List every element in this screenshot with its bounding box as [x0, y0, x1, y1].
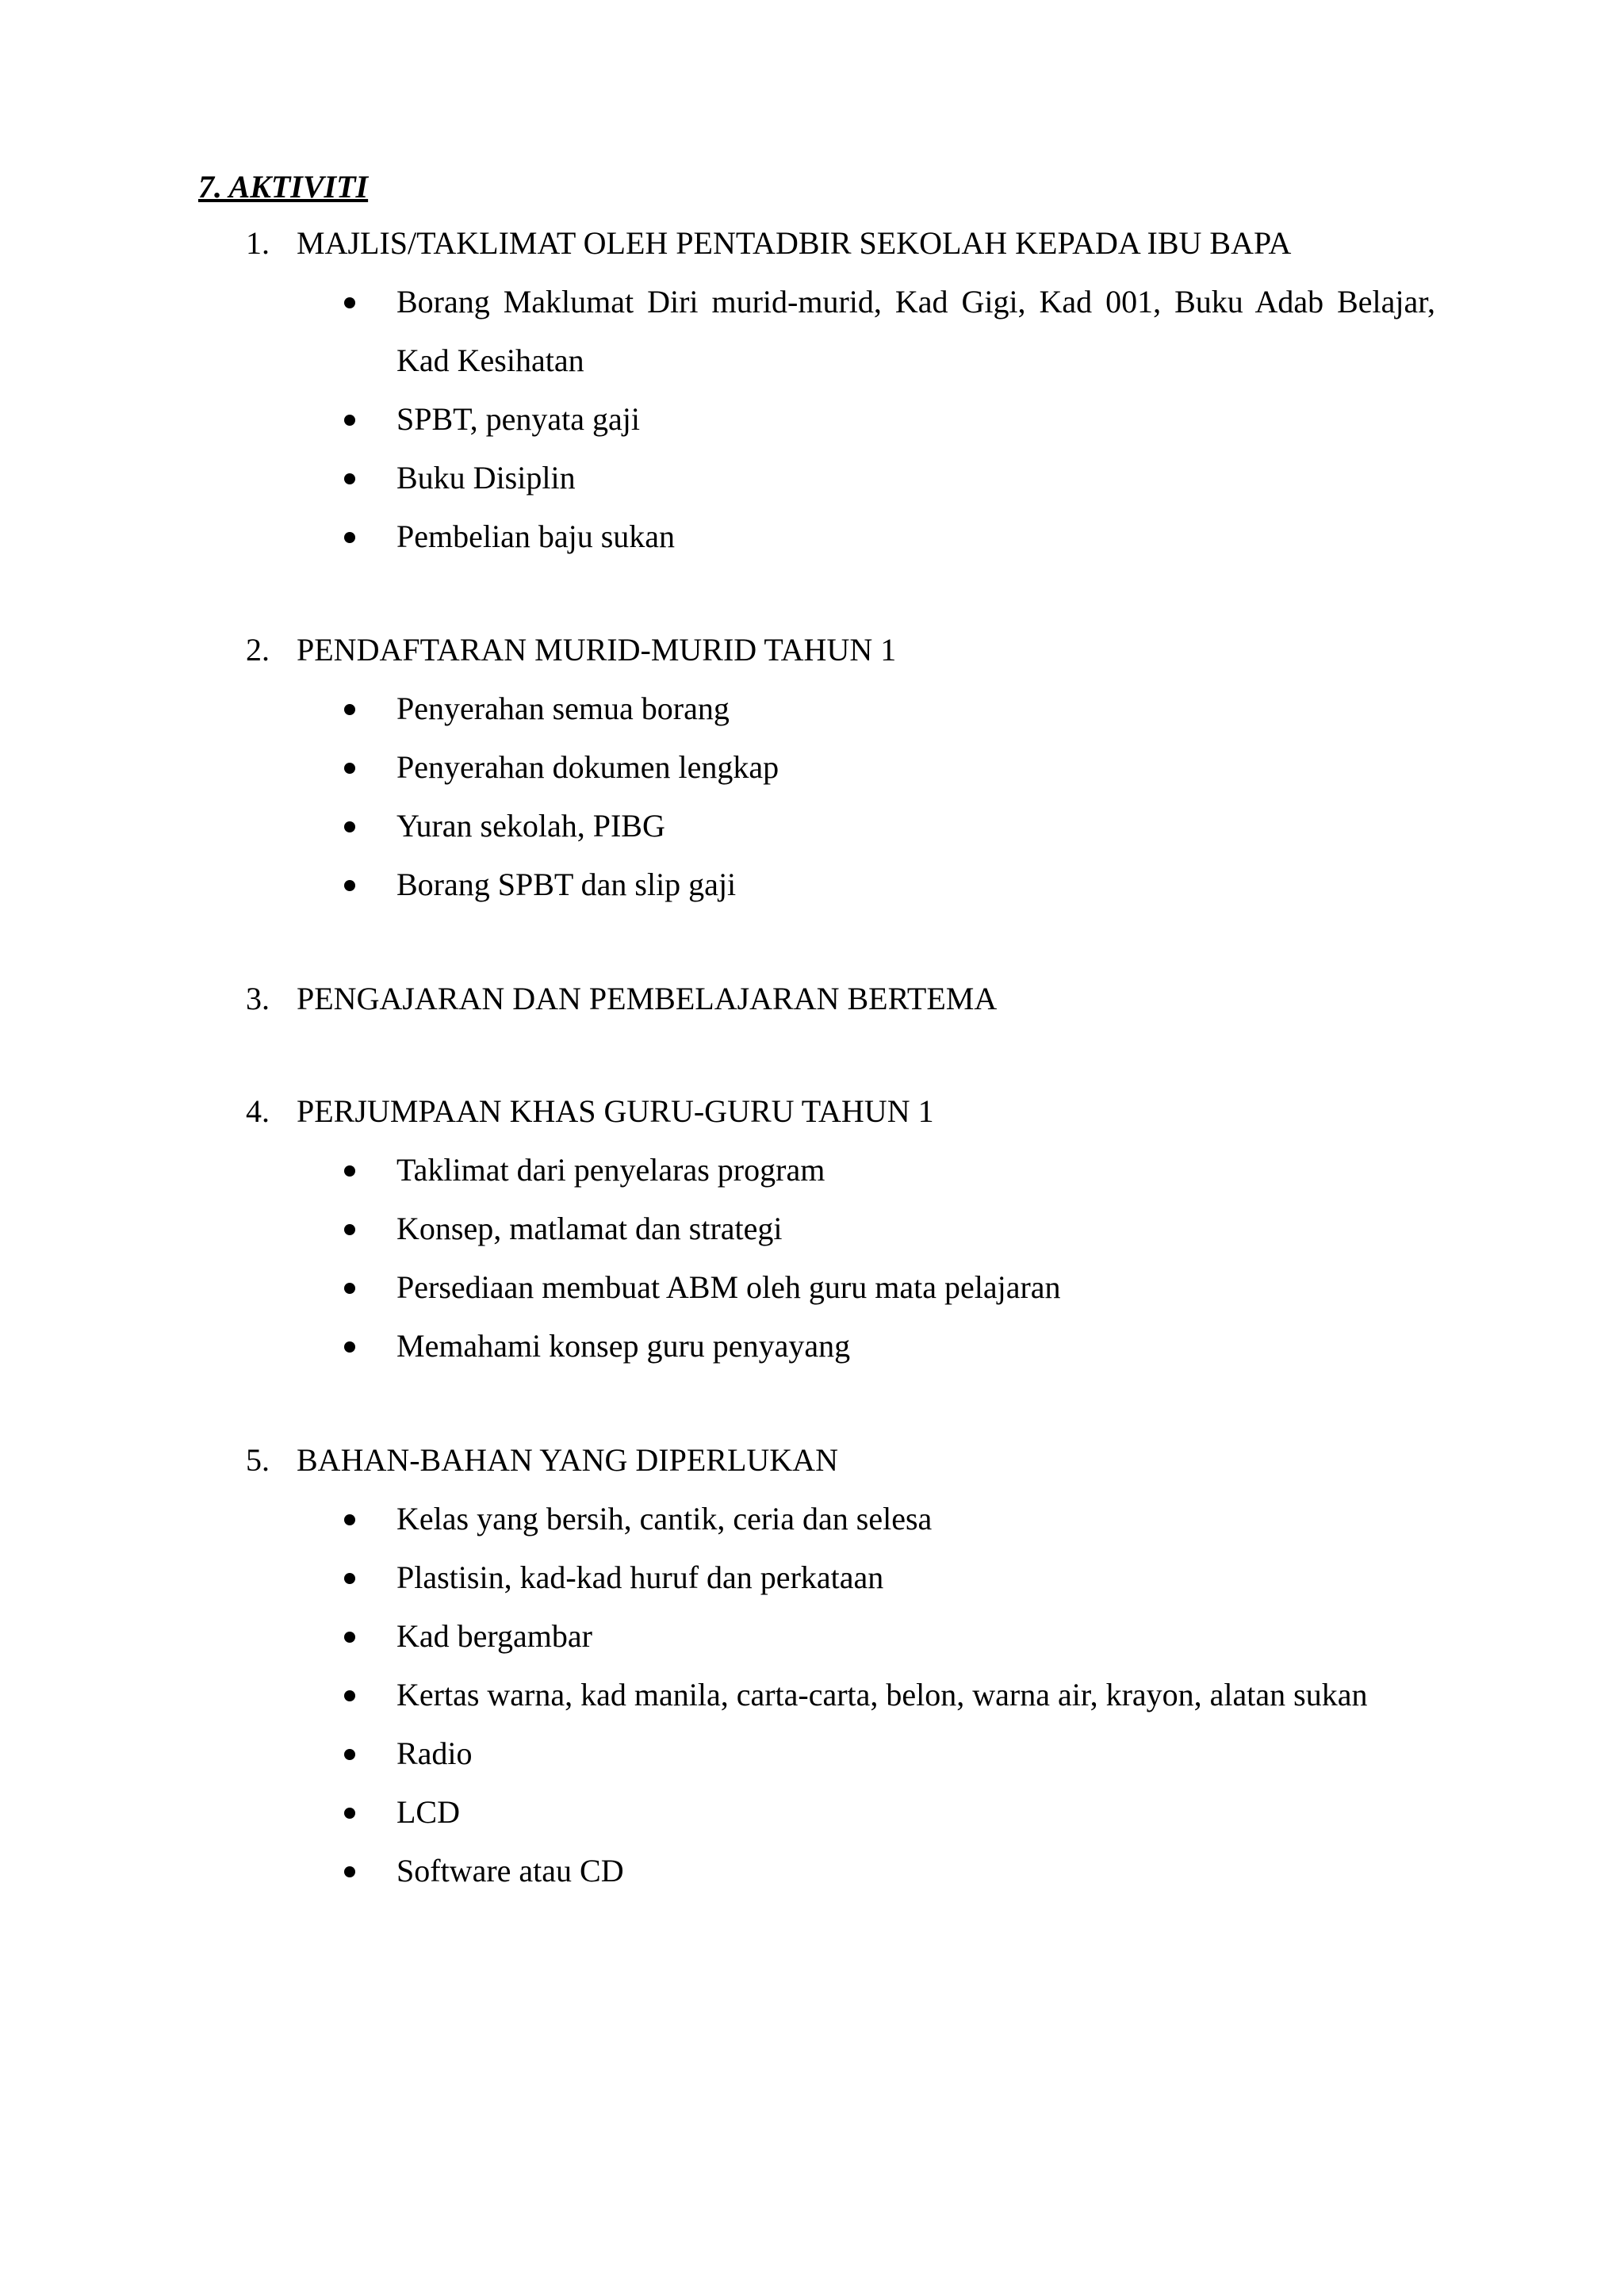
item-heading-text: PENDAFTARAN MURID-MURID TAHUN 1	[297, 632, 897, 668]
bullet-text: Penyerahan dokumen lengkap	[396, 749, 779, 785]
item-number: 2.	[246, 632, 270, 668]
bullet-dot-icon	[344, 1690, 355, 1701]
item-number: 4.	[246, 1093, 270, 1129]
bullet-dot-icon	[344, 763, 355, 774]
bullet-dot-icon	[344, 297, 355, 308]
bullet-dot-icon	[344, 532, 355, 543]
bullet-text: Kertas warna, kad manila, carta-carta, belon, warna air, krayon, alatan sukan	[396, 1677, 1368, 1712]
bullet-dot-icon	[344, 1514, 355, 1525]
bullet-text: Kelas yang bersih, cantik, ceria dan selesa	[396, 1501, 933, 1536]
bullet-text: LCD	[396, 1794, 460, 1830]
bullet-text: Software atau CD	[396, 1853, 624, 1888]
bullet-text: Plastisin, kad-kad huruf dan perkataan	[396, 1559, 884, 1595]
bullet-dot-icon	[344, 1808, 355, 1819]
bullet-dot-icon	[344, 1165, 355, 1177]
bullet-dot-icon	[344, 1224, 355, 1235]
bullet-dot-icon	[344, 415, 355, 426]
bullet-text: Taklimat dari penyelaras program	[396, 1152, 825, 1188]
bullet-text: Borang SPBT dan slip gaji	[396, 867, 737, 902]
bullet-text: SPBT, penyata gaji	[396, 401, 640, 437]
item-heading-text: BAHAN-BAHAN YANG DIPERLUKAN	[297, 1442, 838, 1478]
item-number: 5.	[246, 1442, 270, 1478]
bullet-dot-icon	[344, 473, 355, 484]
bullet-dot-icon	[344, 1573, 355, 1584]
item-heading-text: PERJUMPAAN KHAS GURU-GURU TAHUN 1	[297, 1093, 934, 1129]
item-number: 3.	[246, 981, 270, 1016]
bullet-dot-icon	[344, 704, 355, 715]
bullet-text: Memahami konsep guru penyayang	[396, 1328, 851, 1364]
bullet-text: Kad bergambar	[396, 1618, 592, 1654]
bullet-dot-icon	[344, 1866, 355, 1877]
bullet-text: Pembelian baju sukan	[396, 519, 676, 554]
item-heading-text: PENGAJARAN DAN PEMBELAJARAN BERTEMA	[297, 981, 998, 1016]
bullet-dot-icon	[344, 1341, 355, 1353]
bullet-text: Yuran sekolah, PIBG	[396, 808, 665, 844]
bullet-dot-icon	[344, 880, 355, 891]
bullet-text: Konsep, matlamat dan strategi	[396, 1211, 783, 1246]
bullet-text: Borang Maklumat Diri murid-murid, Kad Gigi, Kad 001, Buku Adab Belajar, Kad Kesihatan	[396, 284, 1435, 378]
bullet-dot-icon	[344, 821, 355, 832]
section-title: 7. AKTIVITI	[198, 169, 369, 205]
bullet-dot-icon	[344, 1749, 355, 1760]
bullet-dot-icon	[344, 1283, 355, 1294]
bullet-dot-icon	[344, 1632, 355, 1643]
bullet-text: Persediaan membuat ABM oleh guru mata pelajaran	[396, 1269, 1061, 1305]
bullet-text: Radio	[396, 1735, 473, 1771]
item-heading-text: MAJLIS/TAKLIMAT OLEH PENTADBIR SEKOLAH KEPADA IBU BAPA	[297, 225, 1292, 261]
bullet-text: Buku Disiplin	[396, 460, 576, 496]
bullet-text: Penyerahan semua borang	[396, 691, 730, 726]
item-number: 1.	[246, 225, 270, 261]
